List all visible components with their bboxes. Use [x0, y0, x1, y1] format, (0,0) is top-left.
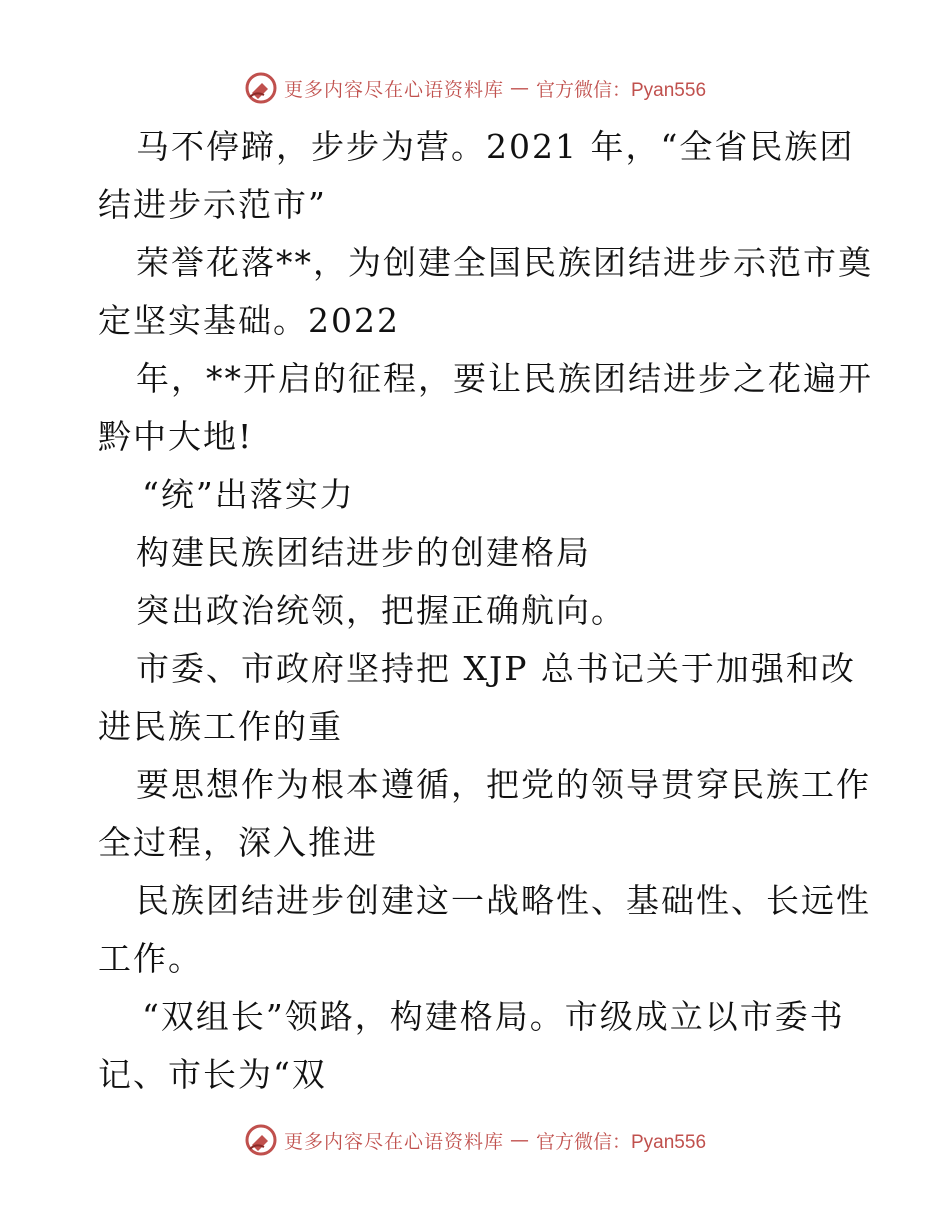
paragraph-line: 要思想作为根本遵循，把党的领导贯穿民族工作 [136, 765, 871, 804]
paragraph-line: 年，**开启的征程，要让民族团结进步之花遍开 [136, 359, 873, 398]
footer-watermark [0, 1120, 950, 1160]
paragraph-line: 市委、市政府坚持把 XJP 总书记关于加强和改 [136, 649, 856, 688]
paragraph-line: 马不停蹄，步步为营。2021 年，“全省民族团 [136, 127, 855, 166]
paragraph-line: 工作。 [98, 939, 203, 978]
header-watermark [0, 68, 950, 108]
paragraph-line: 全过程，深入推进 [98, 823, 378, 862]
paragraph-line: 记、市长为“双 [98, 1055, 327, 1094]
watermark-text: 更多内容尽在心语资料库 [283, 1130, 504, 1153]
paragraph-line: 进民族工作的重 [98, 707, 343, 746]
document-body [98, 118, 873, 1104]
watermark-text: 更多内容尽在心语资料库 [283, 78, 504, 101]
section-subheading: 构建民族团结进步的创建格局 [136, 533, 591, 572]
watermark-dash: — [510, 77, 530, 99]
paragraph-line: 突出政治统领，把握正确航向。 [136, 591, 626, 630]
paragraph-line: 定坚实基础。2022 [98, 301, 400, 340]
paragraph-line: 黔中大地! [98, 417, 254, 456]
paragraph-line: “双组长”领路，构建格局。市级成立以市委书 [142, 997, 845, 1036]
book-pen-logo-icon [244, 1123, 278, 1157]
watermark-contact: 官方微信：Pyan556 [536, 79, 707, 101]
paragraph-line: 结进步示范市” [98, 185, 327, 224]
watermark-contact: 官方微信：Pyan556 [536, 1131, 707, 1153]
watermark-dash: — [510, 1129, 530, 1151]
paragraph-line: 荣誉花落**，为创建全国民族团结进步示范市奠 [136, 243, 873, 282]
section-heading: “统”出落实力 [142, 475, 355, 514]
book-pen-logo-icon [244, 71, 278, 105]
paragraph-line: 民族团结进步创建这一战略性、基础性、长远性 [136, 881, 871, 920]
